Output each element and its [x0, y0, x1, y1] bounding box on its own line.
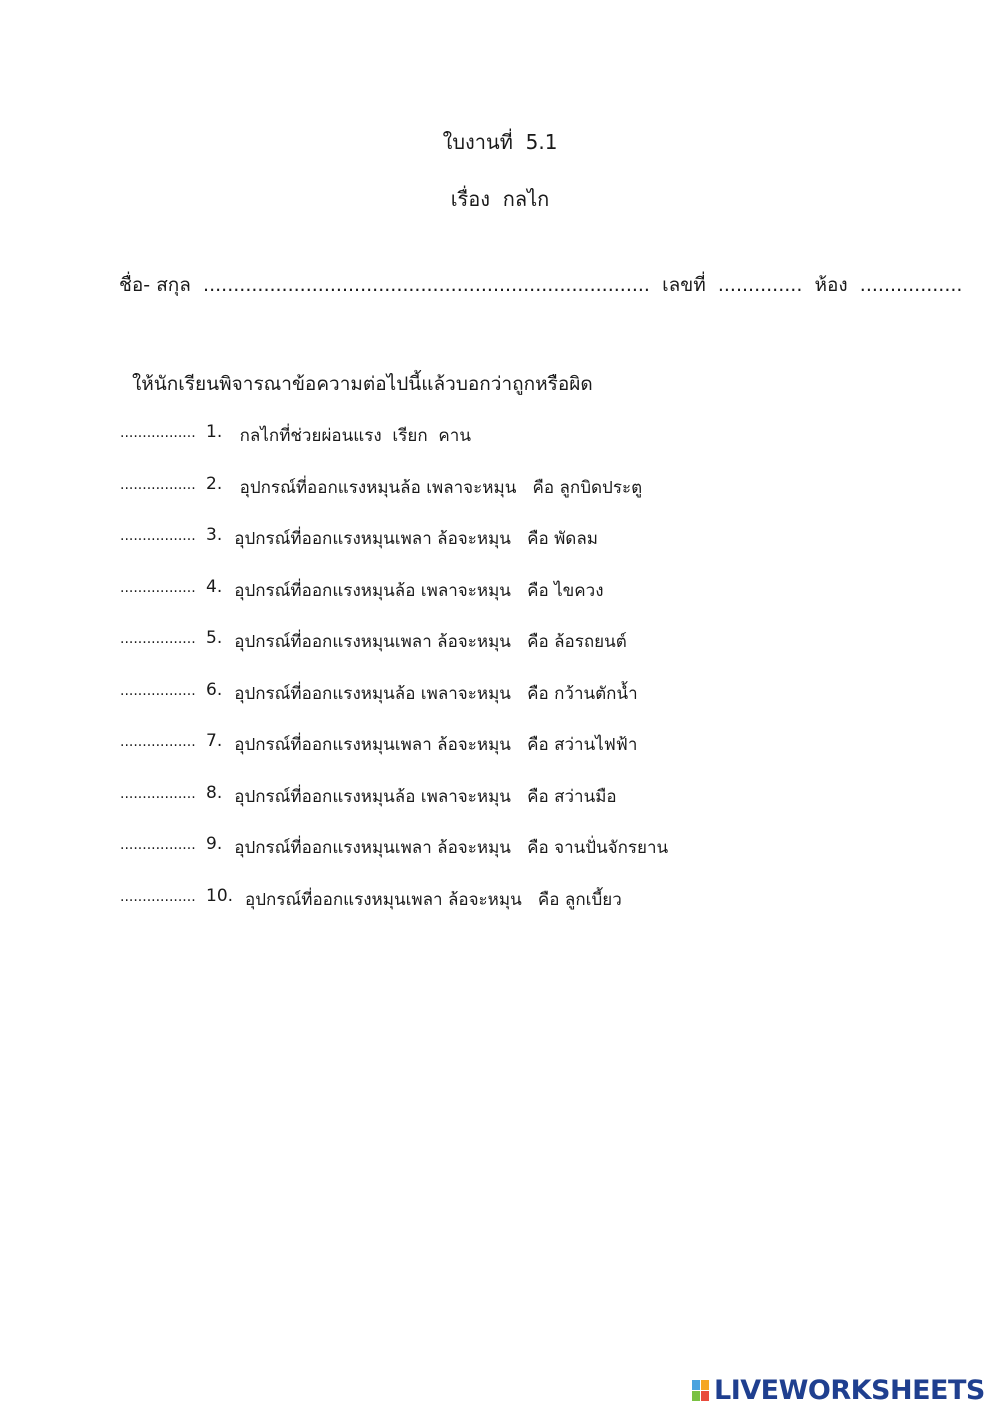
answer-blank[interactable]: ................. — [120, 476, 196, 493]
number-blank[interactable]: .............. — [717, 274, 803, 296]
liveworksheets-logo — [692, 1375, 985, 1406]
question-item — [120, 577, 668, 629]
room-blank[interactable]: ................. — [859, 274, 963, 296]
answer-blank[interactable]: ................. — [120, 785, 196, 802]
question-number: 3. — [206, 525, 223, 545]
name-label: ชื่อ- สกุล — [119, 274, 191, 296]
question-text: อุปกรณ์ที่ออกแรงหมุนเพลา ล้อจะหมุน คือ จานปั่นจักรยาน — [234, 838, 669, 858]
answer-blank[interactable]: ................. — [120, 837, 196, 853]
logo-square-icon — [692, 1380, 700, 1390]
question-number: 10. — [206, 885, 234, 906]
question-item — [120, 834, 668, 886]
number-label: เลขที่ — [662, 274, 706, 296]
worksheet-title: ใบงานที่ 5.1 — [442, 130, 558, 154]
logo-square-icon — [692, 1391, 700, 1401]
question-text: อุปกรณ์ที่ออกแรงหมุนเพลา ล้อจะหมุน คือ ลูกเบี้ยว — [245, 889, 622, 910]
question-number: 9. — [206, 834, 223, 854]
question-number: 5. — [206, 628, 223, 648]
question-item — [120, 474, 668, 526]
question-number: 1. — [206, 422, 223, 442]
question-item — [120, 731, 668, 783]
question-text: อุปกรณ์ที่ออกแรงหมุนล้อ เพลาจะหมุน คือ ลูกบิดประตู — [234, 477, 643, 498]
logo-text: LIVEWORKSHEETS — [714, 1375, 985, 1406]
answer-blank[interactable]: ................. — [120, 734, 196, 750]
question-number: 2. — [206, 473, 223, 494]
answer-blank[interactable]: ................. — [120, 888, 196, 905]
question-item — [120, 525, 668, 577]
answer-blank[interactable]: ................. — [120, 528, 196, 544]
question-item — [120, 886, 668, 938]
question-text: อุปกรณ์ที่ออกแรงหมุนล้อ เพลาจะหมุน คือ สว่านมือ — [234, 786, 617, 807]
question-text: กลไกที่ช่วยผ่อนแรง เรียก คาน — [234, 426, 471, 446]
question-text: อุปกรณ์ที่ออกแรงหมุนเพลา ล้อจะหมุน คือ ล้อรถยนต์ — [234, 632, 627, 652]
logo-square-icon — [701, 1380, 709, 1390]
answer-blank[interactable]: ................. — [120, 631, 196, 647]
logo-square-icon — [701, 1391, 709, 1401]
instruction-text: ให้นักเรียนพิจารณาข้อความต่อไปนี้แล้วบอกว่าถูกหรือผิด — [132, 373, 593, 395]
answer-blank[interactable]: ................. — [120, 579, 196, 596]
question-text: อุปกรณ์ที่ออกแรงหมุนเพลา ล้อจะหมุน คือ สว่านไฟฟ้า — [234, 735, 638, 755]
name-blank[interactable]: .......................................................................... — [203, 274, 650, 296]
student-info-row — [119, 270, 962, 300]
answer-blank[interactable]: ................. — [120, 682, 196, 699]
question-item — [120, 628, 668, 680]
liveworksheets-logo-icon — [692, 1380, 710, 1402]
question-item — [120, 680, 668, 732]
question-text: อุปกรณ์ที่ออกแรงหมุนล้อ เพลาจะหมุน คือ กว้านตักน้ำ — [234, 683, 638, 704]
answer-blank[interactable]: ................. — [120, 425, 196, 441]
question-text: อุปกรณ์ที่ออกแรงหมุนล้อ เพลาจะหมุน คือ ไขควง — [234, 580, 604, 601]
question-number: 8. — [206, 782, 223, 803]
room-label: ห้อง — [814, 274, 848, 296]
question-text: อุปกรณ์ที่ออกแรงหมุนเพลา ล้อจะหมุน คือ พัดลม — [234, 529, 598, 549]
question-list — [120, 422, 668, 937]
question-item — [120, 783, 668, 835]
question-number: 6. — [206, 679, 223, 700]
question-item — [120, 422, 668, 474]
question-number: 7. — [206, 731, 223, 751]
worksheet-subject: เรื่อง กลไก — [450, 187, 550, 211]
question-number: 4. — [206, 576, 223, 597]
